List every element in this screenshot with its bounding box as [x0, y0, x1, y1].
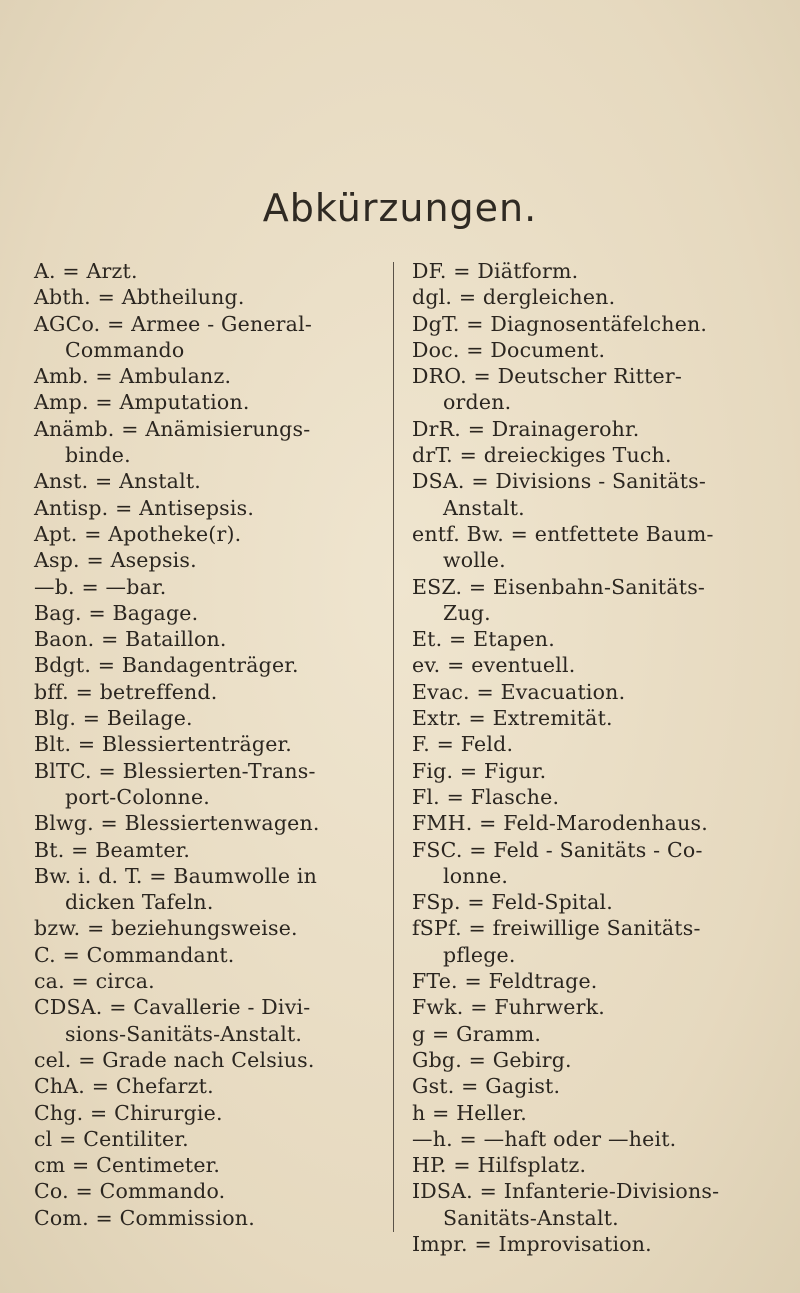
- entry-line: DRO. = Deutscher Ritter-: [412, 364, 682, 389]
- entry-line: Anst. = Anstalt.: [34, 469, 201, 494]
- entry-line: Fig. = Figur.: [412, 758, 547, 783]
- entry-line: F. = Feld.: [412, 732, 514, 757]
- entry-line: Chg. = Chirurgie.: [34, 1100, 223, 1125]
- abbreviation-entry: [412, 889, 784, 915]
- entry-line: Com. = Commission.: [34, 1205, 255, 1230]
- entry-line: bff. = betreffend.: [34, 679, 218, 704]
- entry-line: ev. = eventuell.: [412, 653, 576, 678]
- entry-line: bzw. = beziehungsweise.: [34, 916, 298, 941]
- abbreviation-entry: [34, 942, 384, 968]
- entry-line: Bag. = Bagage.: [34, 600, 199, 625]
- abbreviation-entry: [412, 1126, 784, 1152]
- abbreviation-entry: [34, 1100, 384, 1126]
- abbreviation-entry: [34, 468, 384, 494]
- entry-line: DgT. = Diagnosentäfelchen.: [412, 311, 708, 336]
- entry-line: Blt. = Blessiertenträger.: [34, 732, 293, 757]
- entry-line: Fwk. = Fuhrwerk.: [412, 995, 605, 1020]
- entry-line: BlTC. = Blessierten-Trans-: [34, 758, 316, 783]
- entry-line: Abth. = Abtheilung.: [34, 285, 245, 310]
- entry-line: FSC. = Feld - Sanitäts - Co-: [412, 837, 703, 862]
- entry-line: Gbg. = Gebirg.: [412, 1047, 572, 1072]
- entry-line: Apt. = Apotheke(r).: [34, 521, 242, 546]
- abbreviation-entry: [34, 1047, 384, 1073]
- abbreviation-entry: [412, 626, 784, 652]
- abbreviation-entry: [34, 731, 384, 757]
- entry-continuation: Anstalt.: [443, 495, 525, 520]
- entry-line: dgl. = dergleichen.: [412, 285, 616, 310]
- entry-line: cl = Centiliter.: [34, 1126, 189, 1151]
- abbreviation-entry: [412, 994, 784, 1020]
- entry-line: Co. = Commando.: [34, 1179, 226, 1204]
- entry-line: g = Gramm.: [412, 1021, 542, 1046]
- abbreviation-entry: [412, 468, 784, 521]
- entry-continuation: dicken Tafeln.: [65, 890, 214, 915]
- entry-line: CDSA. = Cavallerie - Divi-: [34, 995, 311, 1020]
- abbreviation-entry: [34, 1073, 384, 1099]
- entry-line: DF. = Diätform.: [412, 259, 579, 283]
- entry-line: —b. = —bar.: [34, 574, 167, 599]
- entry-continuation: wolle.: [443, 548, 506, 573]
- entry-line: A. = Arzt.: [34, 259, 138, 283]
- entry-line: DSA. = Divisions - Sanitäts-: [412, 469, 707, 494]
- abbreviation-entry: [34, 311, 384, 364]
- entry-line: ca. = circa.: [34, 969, 155, 994]
- entry-continuation: port-Colonne.: [65, 784, 211, 809]
- abbreviation-entry: [412, 1100, 784, 1126]
- entry-line: ESZ. = Eisenbahn-Sanitäts-: [412, 574, 706, 599]
- abbreviation-entry: [34, 1126, 384, 1152]
- abbreviation-entry: [34, 758, 384, 811]
- abbreviation-entry: [34, 547, 384, 573]
- abbreviation-entry: [412, 311, 784, 337]
- entry-line: C. = Commandant.: [34, 942, 235, 967]
- abbreviation-entry: [34, 626, 384, 652]
- entry-line: FMH. = Feld-Marodenhaus.: [412, 811, 708, 836]
- entry-line: FSp. = Feld-Spital.: [412, 890, 614, 915]
- abbreviation-entry: [412, 1073, 784, 1099]
- abbreviation-entry: [412, 652, 784, 678]
- entry-continuation: orden.: [443, 390, 512, 415]
- entry-continuation: binde.: [65, 443, 131, 468]
- abbreviation-entry: [34, 574, 384, 600]
- abbreviation-entry: [412, 915, 784, 968]
- abbreviation-entry: [34, 416, 384, 469]
- abbreviation-entry: [34, 363, 384, 389]
- entry-line: DrR. = Drainagerohr.: [412, 416, 640, 441]
- entry-line: FTe. = Feldtrage.: [412, 969, 598, 994]
- abbreviation-entry: [412, 521, 784, 574]
- entry-line: Blwg. = Blessiertenwagen.: [34, 811, 320, 836]
- abbreviation-entry: [34, 994, 384, 1047]
- abbreviation-entry: [34, 495, 384, 521]
- entry-line: Fl. = Flasche.: [412, 784, 560, 809]
- abbreviation-entry: [412, 705, 784, 731]
- entry-continuation: Sanitäts-Anstalt.: [443, 1205, 619, 1230]
- entry-line: Amp. = Amputation.: [34, 390, 250, 415]
- abbreviation-entry: [412, 363, 784, 416]
- abbreviation-entry: [34, 1178, 384, 1204]
- abbreviation-entry: [34, 600, 384, 626]
- abbreviation-entry: [412, 442, 784, 468]
- abbreviation-entry: [34, 968, 384, 994]
- entry-line: Blg. = Beilage.: [34, 706, 193, 731]
- entry-line: HP. = Hilfsplatz.: [412, 1153, 587, 1178]
- entry-line: cel. = Grade nach Celsius.: [34, 1047, 315, 1072]
- abbreviation-entry: [34, 915, 384, 941]
- abbreviation-entry: [34, 837, 384, 863]
- entry-line: cm = Centimeter.: [34, 1153, 221, 1178]
- entry-continuation: sions-Sanitäts-Anstalt.: [65, 1021, 303, 1046]
- abbreviation-entry: [412, 1021, 784, 1047]
- entry-line: Doc. = Document.: [412, 337, 606, 362]
- abbreviation-entry: [412, 258, 784, 284]
- entry-line: drT. = dreieckiges Tuch.: [412, 443, 672, 468]
- abbreviation-entry: [34, 521, 384, 547]
- abbreviation-entry: [412, 574, 784, 627]
- entry-line: IDSA. = Infanterie-Divisions-: [412, 1179, 720, 1204]
- abbreviation-entry: [34, 705, 384, 731]
- column-divider: [393, 262, 394, 1232]
- entry-continuation: lonne.: [443, 863, 509, 888]
- entry-line: Impr. = Improvisation.: [412, 1231, 652, 1256]
- abbreviation-entry: [34, 1205, 384, 1231]
- entry-line: Evac. = Evacuation.: [412, 679, 626, 704]
- abbreviation-entry: [34, 1152, 384, 1178]
- abbreviation-entry: [412, 337, 784, 363]
- abbreviation-entry: [34, 258, 384, 284]
- abbreviation-entry: [412, 1152, 784, 1178]
- page-title: Abkürzungen.: [262, 186, 538, 230]
- entry-line: Bt. = Beamter.: [34, 837, 191, 862]
- abbreviation-entry: [412, 810, 784, 836]
- abbreviation-entry: [412, 284, 784, 310]
- abbreviation-entry: [412, 758, 784, 784]
- right-column: [412, 258, 784, 1257]
- entry-line: Anämb. = Anämisierungs-: [34, 416, 311, 441]
- abbreviation-entry: [34, 284, 384, 310]
- abbreviation-entry: [412, 679, 784, 705]
- entry-line: Gst. = Gagist.: [412, 1074, 561, 1099]
- abbreviation-entry: [412, 968, 784, 994]
- entry-continuation: pflege.: [443, 942, 516, 967]
- entry-line: Antisp. = Antisepsis.: [34, 495, 255, 520]
- left-column: [34, 258, 384, 1231]
- entry-line: Amb. = Ambulanz.: [34, 364, 232, 389]
- entry-line: ChA. = Chefarzt.: [34, 1074, 214, 1099]
- abbreviation-entry: [34, 810, 384, 836]
- abbreviation-entry: [412, 1231, 784, 1257]
- entry-line: entf. Bw. = entfettete Baum-: [412, 521, 714, 546]
- entry-line: fSPf. = freiwillige Sanitäts-: [412, 916, 701, 941]
- abbreviation-entry: [412, 784, 784, 810]
- entry-continuation: Commando: [65, 337, 185, 362]
- entry-line: —h. = —haft oder —heit.: [412, 1126, 677, 1151]
- abbreviation-entry: [412, 837, 784, 890]
- abbreviation-entry: [34, 863, 384, 916]
- entry-line: Baon. = Bataillon.: [34, 627, 227, 652]
- abbreviation-entry: [412, 416, 784, 442]
- entry-continuation: Zug.: [443, 600, 491, 625]
- entry-line: AGCo. = Armee - General-: [34, 311, 312, 336]
- abbreviation-entry: [412, 1178, 784, 1231]
- entry-line: h = Heller.: [412, 1100, 527, 1125]
- abbreviation-entry: [34, 389, 384, 415]
- entry-line: Asp. = Asepsis.: [34, 548, 197, 573]
- abbreviation-entry: [34, 652, 384, 678]
- entry-line: Bw. i. d. T. = Baumwolle in: [34, 863, 318, 888]
- abbreviation-entry: [34, 679, 384, 705]
- entry-line: Bdgt. = Bandagenträger.: [34, 653, 299, 678]
- entry-line: Et. = Etapen.: [412, 627, 555, 652]
- abbreviation-entry: [412, 1047, 784, 1073]
- abbreviation-entry: [412, 731, 784, 757]
- entry-line: Extr. = Extremität.: [412, 706, 613, 731]
